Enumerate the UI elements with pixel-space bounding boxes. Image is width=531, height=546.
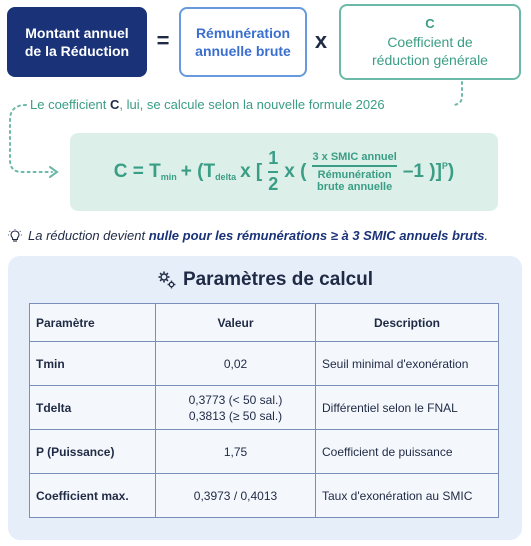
table-row: [30, 474, 499, 518]
formula-close: –1 )]$^P$): [402, 161, 455, 182]
header-value: Valeur: [156, 304, 316, 342]
formula-half: $\frac{1}{2}$: [268, 148, 279, 194]
coefficient-box: [339, 4, 521, 80]
table-row: [30, 342, 499, 386]
param-description: Taux d'exonération au SMIC: [316, 474, 499, 518]
coefficient-symbol: C: [425, 16, 435, 31]
param-name: Coefficient max.: [30, 474, 156, 518]
table-row: [30, 386, 499, 430]
param-name: Tdelta: [30, 386, 156, 430]
header-description: Description: [316, 304, 499, 342]
table-header-row: [30, 304, 499, 342]
param-description: Coefficient de puissance: [316, 430, 499, 474]
param-description: Différentiel selon le FNAL: [316, 386, 499, 430]
equals-sign: =: [156, 28, 170, 53]
rule-emphasis: nulle pour les rémunérations ≥ à 3 SMIC annuels bruts: [148, 228, 485, 243]
param-name: P (Puissance): [30, 430, 156, 474]
formula-box: [70, 133, 498, 211]
coefficient-label: Coefficient de réduction générale: [372, 34, 488, 68]
table-row: [30, 430, 499, 474]
param-value: 1,75: [156, 430, 316, 474]
panel-title: Paramètres de calcul: [8, 266, 522, 294]
formula-lhs: $C = T_{min}$: [113, 161, 177, 182]
formula-bracket: x [: [240, 161, 263, 182]
param-value: 0,02: [156, 342, 316, 386]
parameters-panel: [8, 256, 522, 540]
lightbulb-icon: [8, 229, 22, 243]
formula-ratio: 3 x SMIC annuel Rémunération brute annuelle: [312, 150, 397, 194]
param-value: 0,3973 / 0,4013: [156, 474, 316, 518]
null-reduction-rule: La réduction devient nulle pour les rémunérations ≥ à 3 SMIC annuels bruts.: [8, 228, 528, 243]
parameters-table: [29, 303, 499, 518]
gears-icon: [157, 270, 177, 290]
param-value: 0,3773 (< 50 sal.) 0,3813 (≥ 50 sal.): [156, 386, 316, 430]
multiply-sign: x: [314, 28, 328, 53]
header-parameter: Paramètre: [30, 304, 156, 342]
formula-paren: x (: [284, 161, 307, 182]
reduction-amount-box: Montant annuel de la Réduction: [7, 7, 147, 77]
note-symbol: C: [109, 97, 120, 112]
gross-salary-box: Rémunération annuelle brute: [179, 7, 307, 77]
param-name: Tmin: [30, 342, 156, 386]
formula-tdelta: + ($T_{delta}$: [180, 161, 237, 182]
formula-note: Le coefficient C, lui, se calcule selon la nouvelle formule 2026: [30, 97, 385, 112]
param-description: Seuil minimal d'exonération: [316, 342, 499, 386]
